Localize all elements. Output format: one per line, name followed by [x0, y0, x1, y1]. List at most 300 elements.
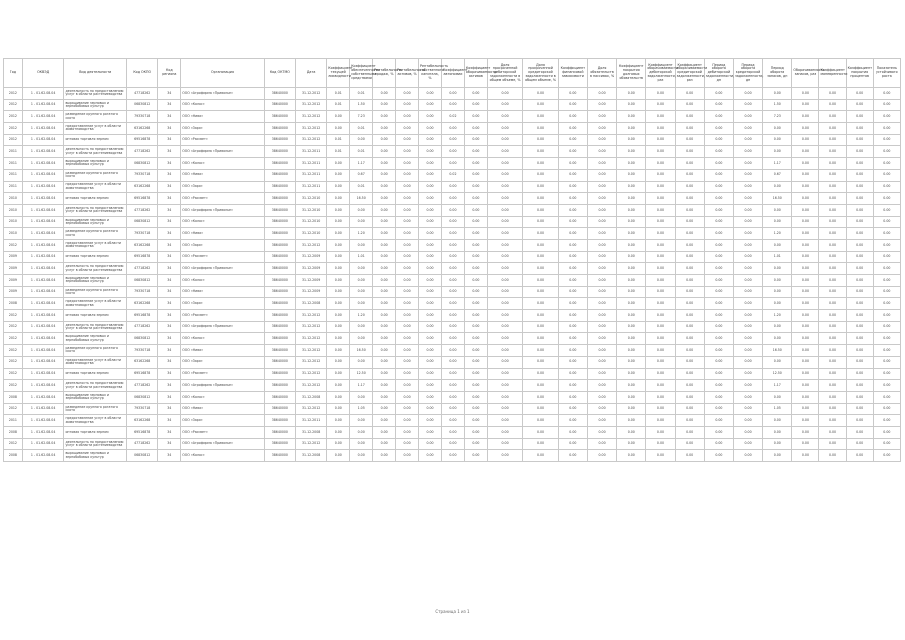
table-cell: 0.00: [846, 415, 873, 427]
table-cell: 0.00: [733, 123, 762, 135]
table-cell: 0.00: [587, 251, 616, 263]
table-cell: 34: [158, 239, 181, 251]
table-cell: 0.00: [792, 333, 819, 345]
table-cell: 0.00: [441, 310, 464, 322]
table-cell: 0.00: [396, 134, 419, 146]
table-cell: 0.00: [487, 286, 522, 298]
table-cell: 0.00: [675, 438, 704, 450]
table-cell: 38640000: [264, 310, 295, 322]
table-cell: 38640000: [264, 368, 295, 380]
table-cell: 31.12.2012: [296, 345, 327, 357]
table-cell: 0.00: [792, 111, 819, 123]
table-cell: 2012: [4, 368, 23, 380]
table-cell: 0.00: [396, 438, 419, 450]
table-cell: 34: [158, 356, 181, 368]
table-cell: 34: [158, 251, 181, 263]
column-header: Код региона: [158, 59, 181, 88]
table-cell: 0.00: [487, 275, 522, 287]
table-cell: 0.01: [350, 146, 373, 158]
table-cell: 0.00: [792, 391, 819, 403]
table-cell: 0.00: [763, 275, 792, 287]
table-cell: 0.00: [617, 263, 646, 275]
table-cell: 63162268: [127, 298, 158, 310]
table-cell: 0.00: [327, 333, 350, 345]
table-cell: 0.00: [617, 228, 646, 240]
table-cell: ООО «Рассвет»: [181, 251, 264, 263]
table-cell: 0.00: [587, 123, 616, 135]
table-cell: 0.00: [617, 134, 646, 146]
table-cell: 0.00: [617, 146, 646, 158]
table-cell: 0.00: [617, 158, 646, 170]
table-cell: 31.12.2011: [296, 181, 327, 193]
table-cell: 0.00: [587, 345, 616, 357]
table-cell: ООО «Агрофирма «Приволье»: [181, 204, 264, 216]
table-cell: 0.00: [792, 403, 819, 415]
table-cell: 0.00: [873, 88, 900, 100]
table-cell: 0.00: [763, 298, 792, 310]
table-cell: 0.00: [558, 438, 587, 450]
table-cell: 0.00: [350, 204, 373, 216]
table-cell: 0.00: [617, 310, 646, 322]
table-cell: 0.00: [487, 345, 522, 357]
table-cell: 0.00: [487, 251, 522, 263]
table-cell: 63162268: [127, 415, 158, 427]
table-cell: 0.00: [792, 275, 819, 287]
table-cell: 0.00: [733, 216, 762, 228]
table-cell: 34: [158, 415, 181, 427]
table-cell: 0.00: [819, 426, 846, 438]
table-cell: 0.00: [558, 356, 587, 368]
table-cell: 69516878: [127, 310, 158, 322]
table-cell: 0.00: [441, 134, 464, 146]
table-cell: 0.00: [587, 134, 616, 146]
table-cell: 34: [158, 263, 181, 275]
table-cell: 0.00: [792, 438, 819, 450]
table-cell: 0.00: [441, 193, 464, 205]
table-cell: 0.01: [327, 99, 350, 111]
table-cell: 0.00: [327, 438, 350, 450]
table-cell: 0.00: [558, 99, 587, 111]
table-cell: 0.00: [396, 88, 419, 100]
table-cell: 0.00: [792, 426, 819, 438]
table-cell: 0.00: [487, 193, 522, 205]
table-cell: 0.00: [819, 239, 846, 251]
table-cell: 0.01: [327, 88, 350, 100]
table-cell: 0.00: [704, 123, 733, 135]
table-cell: 2009: [4, 251, 23, 263]
table-cell: ООО «Заря»: [181, 181, 264, 193]
table-cell: 1 - 01.62.08.04: [22, 123, 64, 135]
table-cell: 0.00: [419, 239, 442, 251]
table-cell: 0.00: [819, 228, 846, 240]
table-cell: 0.00: [646, 99, 675, 111]
table-cell: 1.01: [763, 251, 792, 263]
table-cell: 0.00: [846, 251, 873, 263]
table-cell: 0.00: [733, 88, 762, 100]
table-cell: 0.00: [558, 391, 587, 403]
table-cell: 31.12.2010: [296, 204, 327, 216]
table-cell: 0.00: [587, 426, 616, 438]
table-cell: выращивание зерновых и зернобобовых культур: [64, 158, 127, 170]
table-cell: 0.00: [704, 321, 733, 333]
table-cell: 0.00: [873, 275, 900, 287]
table-cell: 38640000: [264, 321, 295, 333]
table-cell: 0.00: [487, 158, 522, 170]
table-cell: 38640000: [264, 169, 295, 181]
table-cell: 34: [158, 181, 181, 193]
table-cell: 31.12.2008: [296, 426, 327, 438]
table-cell: 0.00: [327, 216, 350, 228]
table-cell: 0.00: [464, 403, 487, 415]
table-cell: 0.00: [523, 298, 558, 310]
table-cell: 0.00: [873, 263, 900, 275]
page-footer: Страница 1 из 1: [435, 609, 470, 614]
column-header: Рентабельность собственного капитала, %: [419, 59, 442, 88]
table-cell: 0.00: [327, 193, 350, 205]
table-cell: 2012: [4, 345, 23, 357]
table-cell: 0.00: [846, 403, 873, 415]
table-cell: 0.00: [819, 403, 846, 415]
column-header: Дата: [296, 59, 327, 88]
table-cell: 0.00: [487, 426, 522, 438]
table-cell: 0.00: [873, 298, 900, 310]
table-cell: 34: [158, 99, 181, 111]
table-cell: 1 - 01.62.08.04: [22, 403, 64, 415]
column-header: Показатель устойчивого роста: [873, 59, 900, 88]
table-cell: 0.00: [763, 321, 792, 333]
table-cell: ООО «Нива»: [181, 228, 264, 240]
table-cell: 0.00: [873, 216, 900, 228]
table-cell: 0.00: [873, 438, 900, 450]
table-cell: 0.00: [873, 193, 900, 205]
table-cell: 0.00: [419, 146, 442, 158]
table-cell: 0.00: [558, 123, 587, 135]
table-cell: 0.00: [327, 123, 350, 135]
table-cell: 0.00: [646, 298, 675, 310]
table-cell: 06830812: [127, 216, 158, 228]
table-cell: 0.00: [327, 380, 350, 392]
table-cell: 0.00: [441, 415, 464, 427]
table-cell: 0.00: [523, 450, 558, 462]
table-cell: 0.00: [733, 228, 762, 240]
table-cell: 0.00: [396, 193, 419, 205]
table-cell: 38640000: [264, 239, 295, 251]
table-cell: 0.00: [464, 134, 487, 146]
table-cell: 0.00: [327, 228, 350, 240]
table-cell: 0.00: [792, 88, 819, 100]
table-cell: 0.00: [873, 111, 900, 123]
table-cell: 0.00: [587, 450, 616, 462]
table-cell: 0.00: [350, 263, 373, 275]
table-cell: ООО «Агрофирма «Приволье»: [181, 380, 264, 392]
table-cell: 0.00: [646, 263, 675, 275]
table-cell: 0.00: [846, 380, 873, 392]
table-cell: 31.12.2012: [296, 368, 327, 380]
table-cell: 0.00: [675, 228, 704, 240]
table-cell: 0.00: [704, 88, 733, 100]
table-cell: 0.00: [675, 321, 704, 333]
table-cell: 0.00: [587, 391, 616, 403]
table-cell: 0.00: [487, 263, 522, 275]
table-cell: 34: [158, 310, 181, 322]
table-cell: 16.50: [350, 193, 373, 205]
table-cell: 0.00: [646, 321, 675, 333]
table-cell: 2009: [4, 263, 23, 275]
table-cell: 0.00: [441, 263, 464, 275]
table-cell: 0.00: [396, 275, 419, 287]
table-cell: 0.00: [792, 251, 819, 263]
table-cell: 0.00: [675, 99, 704, 111]
table-cell: 31.12.2010: [296, 228, 327, 240]
table-cell: 0.00: [675, 193, 704, 205]
table-cell: 0.00: [373, 239, 396, 251]
table-cell: 0.00: [704, 204, 733, 216]
table-cell: 0.00: [523, 228, 558, 240]
table-cell: 0.00: [464, 380, 487, 392]
table-cell: 69516878: [127, 134, 158, 146]
table-cell: 0.00: [873, 239, 900, 251]
table-cell: 31.12.2012: [296, 88, 327, 100]
table-cell: 31.12.2012: [296, 123, 327, 135]
table-cell: 31.12.2012: [296, 356, 327, 368]
table-cell: 0.00: [873, 426, 900, 438]
table-cell: 2010: [4, 216, 23, 228]
table-cell: 0.00: [419, 181, 442, 193]
table-cell: 1 - 01.62.08.04: [22, 426, 64, 438]
table-cell: 0.00: [464, 391, 487, 403]
table-cell: 0.00: [587, 239, 616, 251]
table-cell: предоставление услуг в области животноводства: [64, 181, 127, 193]
table-cell: 0.00: [419, 134, 442, 146]
table-cell: 31.12.2008: [296, 450, 327, 462]
table-cell: 0.00: [733, 426, 762, 438]
table-cell: 69516878: [127, 251, 158, 263]
table-cell: 0.00: [819, 345, 846, 357]
table-cell: 1.17: [763, 380, 792, 392]
table-cell: оптовая торговля зерном: [64, 368, 127, 380]
table-cell: 0.00: [873, 403, 900, 415]
table-cell: 0.00: [487, 403, 522, 415]
column-header: Коэффициент автономии: [441, 59, 464, 88]
table-cell: 0.00: [558, 204, 587, 216]
column-header: Коэффициент оборачиваемости активов: [464, 59, 487, 88]
column-header: Доля просроченной дебиторской задолженности в общем объеме, %: [487, 59, 522, 88]
column-header: Коэффициент маневренности: [819, 59, 846, 88]
table-cell: 0.00: [819, 99, 846, 111]
table-cell: 0.00: [487, 333, 522, 345]
table-row: [4, 228, 901, 240]
table-cell: 0.00: [873, 380, 900, 392]
table-cell: 0.00: [704, 239, 733, 251]
table-cell: 0.00: [419, 204, 442, 216]
table-cell: 0.00: [873, 181, 900, 193]
table-cell: 0.00: [373, 298, 396, 310]
table-cell: 0.00: [733, 251, 762, 263]
column-header: Коэффициент финансовой зависимости: [558, 59, 587, 88]
table-cell: 0.00: [733, 321, 762, 333]
table-cell: 0.00: [419, 169, 442, 181]
table-cell: 0.00: [704, 263, 733, 275]
table-cell: 0.00: [763, 146, 792, 158]
table-cell: 0.00: [733, 111, 762, 123]
table-cell: 0.00: [792, 310, 819, 322]
table-cell: 2012: [4, 403, 23, 415]
table-cell: 0.00: [441, 298, 464, 310]
table-cell: 0.00: [523, 181, 558, 193]
table-row: [4, 134, 901, 146]
table-cell: 0.00: [675, 239, 704, 251]
table-cell: 0.00: [763, 181, 792, 193]
table-cell: 38640000: [264, 286, 295, 298]
table-cell: 31.12.2012: [296, 99, 327, 111]
table-cell: 2012: [4, 134, 23, 146]
table-cell: ООО «Нива»: [181, 111, 264, 123]
table-cell: 63162268: [127, 181, 158, 193]
table-cell: 0.00: [587, 263, 616, 275]
table-cell: 0.00: [704, 380, 733, 392]
table-cell: 0.00: [419, 403, 442, 415]
table-cell: 0.00: [763, 438, 792, 450]
table-cell: 0.00: [396, 298, 419, 310]
table-cell: 0.00: [396, 356, 419, 368]
table-cell: 0.00: [819, 216, 846, 228]
table-cell: 0.00: [733, 438, 762, 450]
table-cell: 0.00: [327, 310, 350, 322]
table-cell: 0.00: [523, 286, 558, 298]
table-cell: 0.00: [327, 298, 350, 310]
table-cell: 0.00: [441, 204, 464, 216]
table-cell: 0.00: [733, 146, 762, 158]
table-cell: 0.00: [846, 111, 873, 123]
table-cell: 0.00: [464, 111, 487, 123]
table-cell: ООО «Заря»: [181, 123, 264, 135]
table-cell: 0.00: [617, 298, 646, 310]
table-cell: 0.00: [846, 321, 873, 333]
table-cell: 0.00: [873, 228, 900, 240]
table-cell: 0.00: [523, 158, 558, 170]
table-cell: 0.00: [373, 321, 396, 333]
table-cell: 0.00: [763, 204, 792, 216]
table-cell: 38640000: [264, 99, 295, 111]
table-cell: 31.12.2012: [296, 310, 327, 322]
table-cell: 0.00: [733, 239, 762, 251]
table-cell: 0.00: [396, 99, 419, 111]
table-cell: 0.00: [675, 263, 704, 275]
table-cell: 0.00: [558, 426, 587, 438]
table-cell: 0.00: [373, 415, 396, 427]
table-cell: 0.00: [523, 263, 558, 275]
table-cell: 0.00: [792, 415, 819, 427]
table-cell: 0.00: [819, 415, 846, 427]
table-cell: 0.00: [617, 356, 646, 368]
table-cell: предоставление услуг в области животноводства: [64, 356, 127, 368]
table-cell: 1 - 01.62.08.04: [22, 134, 64, 146]
table-cell: 1.50: [350, 99, 373, 111]
table-cell: 0.00: [327, 356, 350, 368]
table-cell: 0.00: [646, 216, 675, 228]
table-cell: 0.00: [704, 333, 733, 345]
table-row: [4, 111, 901, 123]
table-cell: 34: [158, 216, 181, 228]
table-cell: выращивание зерновых и зернобобовых культур: [64, 216, 127, 228]
table-cell: 0.00: [464, 298, 487, 310]
table-cell: 79330718: [127, 169, 158, 181]
table-cell: 0.00: [675, 380, 704, 392]
table-row: [4, 356, 901, 368]
table-cell: 0.00: [558, 286, 587, 298]
table-cell: 2012: [4, 356, 23, 368]
table-cell: 34: [158, 321, 181, 333]
table-cell: 34: [158, 426, 181, 438]
table-cell: 0.00: [873, 391, 900, 403]
table-cell: 0.00: [419, 193, 442, 205]
table-cell: 0.00: [704, 403, 733, 415]
table-cell: 31.12.2011: [296, 158, 327, 170]
table-cell: 0.00: [646, 380, 675, 392]
table-cell: 0.00: [704, 438, 733, 450]
table-cell: 0.00: [396, 310, 419, 322]
table-cell: 0.00: [373, 158, 396, 170]
table-cell: 0.00: [373, 146, 396, 158]
table-cell: 0.00: [819, 438, 846, 450]
table-cell: 0.00: [587, 356, 616, 368]
table-cell: 31.12.2012: [296, 239, 327, 251]
table-cell: 0.00: [396, 345, 419, 357]
table-cell: 0.00: [464, 169, 487, 181]
table-cell: 0.00: [873, 356, 900, 368]
table-cell: 0.00: [819, 169, 846, 181]
table-cell: 0.00: [558, 345, 587, 357]
table-cell: 0.00: [792, 204, 819, 216]
table-cell: 0.00: [487, 134, 522, 146]
table-cell: ООО «Нива»: [181, 345, 264, 357]
table-cell: 0.00: [558, 134, 587, 146]
table-cell: 0.00: [373, 438, 396, 450]
table-cell: 0.00: [675, 169, 704, 181]
table-cell: 0.00: [873, 169, 900, 181]
table-cell: 0.00: [558, 333, 587, 345]
table-cell: 47718262: [127, 204, 158, 216]
column-header: ОКВЭД: [22, 59, 64, 88]
table-cell: 31.12.2009: [296, 275, 327, 287]
table-cell: разведение крупного рогатого скота: [64, 111, 127, 123]
table-cell: 2012: [4, 88, 23, 100]
table-cell: 0.00: [558, 403, 587, 415]
table-cell: 0.00: [617, 216, 646, 228]
table-cell: 38640000: [264, 134, 295, 146]
table-cell: 0.00: [733, 263, 762, 275]
table-cell: 0.00: [675, 415, 704, 427]
table-cell: 0.00: [464, 286, 487, 298]
table-cell: 0.00: [373, 450, 396, 462]
table-cell: 0.00: [646, 426, 675, 438]
table-cell: 0.00: [617, 123, 646, 135]
table-row: [4, 99, 901, 111]
table-cell: 0.00: [587, 333, 616, 345]
table-cell: 0.00: [675, 368, 704, 380]
table-cell: 2012: [4, 438, 23, 450]
table-cell: 0.00: [617, 286, 646, 298]
table-cell: 0.00: [523, 356, 558, 368]
table-cell: 0.00: [646, 345, 675, 357]
table-cell: 0.00: [846, 216, 873, 228]
table-row: [4, 88, 901, 100]
table-cell: 38640000: [264, 333, 295, 345]
table-cell: 2010: [4, 193, 23, 205]
table-cell: 0.00: [396, 368, 419, 380]
table-cell: 0.00: [464, 204, 487, 216]
table-cell: 0.00: [419, 368, 442, 380]
